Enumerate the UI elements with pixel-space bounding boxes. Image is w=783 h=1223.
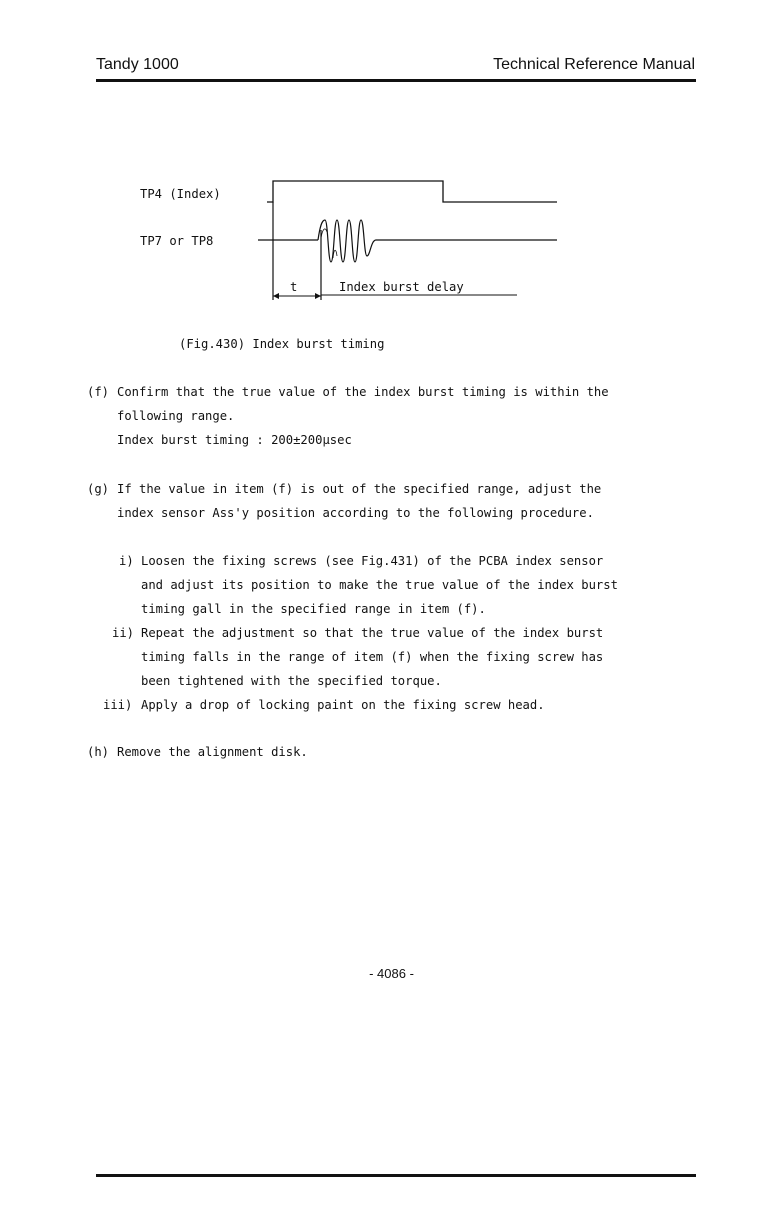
delay-label: Index burst delay <box>339 280 464 294</box>
item-g-marker: (g) <box>87 482 110 496</box>
tp7-label: TP7 or TP8 <box>140 234 214 248</box>
item-f-line3: Index burst timing : 200±200μsec <box>117 433 352 447</box>
item-f-line1: Confirm that the true value of the index burst timing is within the <box>117 385 609 399</box>
item-f-line2: following range. <box>117 409 235 423</box>
step-ii-line3: been tightened with the specified torque. <box>141 674 442 688</box>
item-g-line1: If the value in item (f) is out of the specified range, adjust the <box>117 482 602 496</box>
step-i-marker: i) <box>119 554 134 568</box>
header-title-right: Technical Reference Manual <box>493 56 695 73</box>
item-h-line1: Remove the alignment disk. <box>117 745 308 759</box>
item-g-line2: index sensor Ass'y position according to the following procedure. <box>117 506 594 520</box>
item-h-marker: (h) <box>87 745 110 759</box>
step-i-line2: and adjust its position to make the true value of the index burst <box>141 578 618 592</box>
step-iii-line1: Apply a drop of locking paint on the fixing screw head. <box>141 698 545 712</box>
step-ii-line2: timing falls in the range of item (f) when the fixing screw has <box>141 650 604 664</box>
t-label: t <box>290 280 298 294</box>
step-ii-line1: Repeat the adjustment so that the true value of the index burst <box>141 626 604 640</box>
t-arrow-left <box>273 293 279 299</box>
tp4-waveform <box>267 181 557 202</box>
burst-waveform <box>318 220 376 262</box>
footer-rule <box>96 1174 696 1177</box>
tp4-label: TP4 (Index) <box>140 187 221 201</box>
step-i-line3: timing gall in the specified range in item (f). <box>141 602 486 616</box>
step-iii-marker: iii) <box>103 698 133 712</box>
header-title-left: Tandy 1000 <box>96 56 179 73</box>
item-f-marker: (f) <box>87 385 110 399</box>
step-ii-marker: ii) <box>112 626 135 640</box>
t-arrow-right <box>315 293 321 299</box>
figure-caption: (Fig.430) Index burst timing <box>179 337 385 351</box>
page-number: - 4086 - <box>369 966 414 981</box>
step-i-line1: Loosen the fixing screws (see Fig.431) of the PCBA index sensor <box>141 554 604 568</box>
